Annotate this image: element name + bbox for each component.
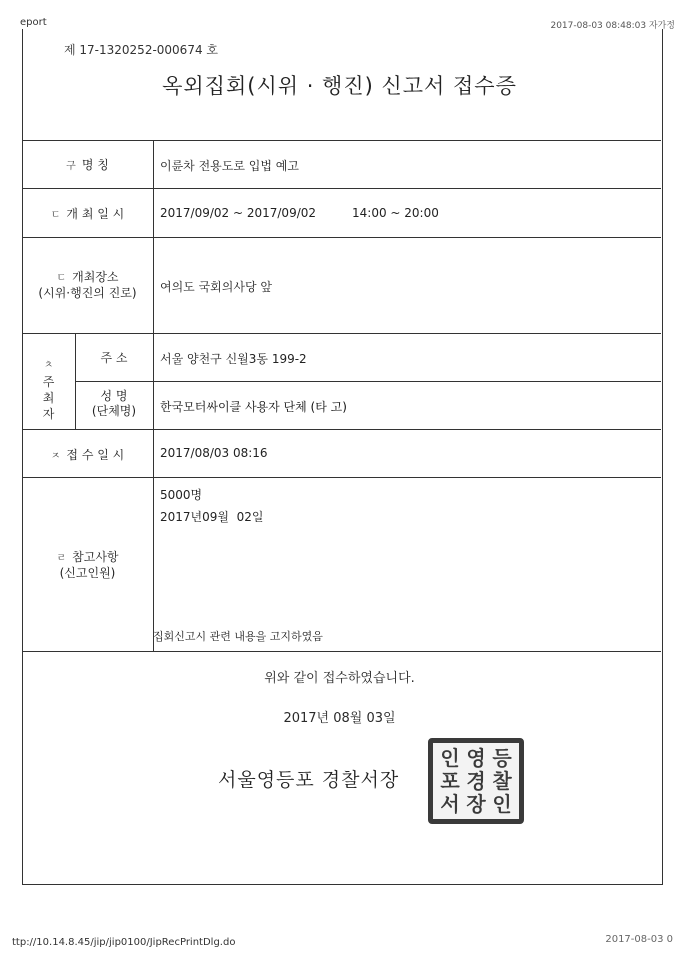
org-name-value: 한국모터싸이클 사용자 단체 (타 고) bbox=[160, 400, 347, 414]
report-header-fragment: eport bbox=[20, 17, 47, 28]
notice-text: 집회신고시 관련 내용을 고지하였음 bbox=[153, 630, 323, 643]
official-seal bbox=[428, 738, 524, 824]
receipt-label-cell bbox=[22, 446, 153, 463]
receipt-label: 접 수 일 시 bbox=[66, 448, 125, 462]
reference-label-cell bbox=[22, 550, 153, 581]
confirmation-text: 위와 같이 접수하였습니다. bbox=[264, 671, 415, 686]
time-range-value: 14:00 ~ 20:00 bbox=[352, 206, 439, 220]
row-marker: ㄷ bbox=[50, 210, 61, 221]
name-label: 명 칭 bbox=[81, 158, 109, 172]
name-label-cell bbox=[22, 156, 153, 173]
seal-char: 서 bbox=[440, 791, 460, 816]
seal-char: 영 bbox=[466, 746, 486, 771]
seal-char: 포 bbox=[440, 768, 460, 793]
row-marker: ㅊ bbox=[43, 360, 54, 371]
organizer-label-cell bbox=[22, 358, 75, 422]
document-title: 옥외집회(시위 · 행진) 신고서 접수증 bbox=[162, 74, 517, 98]
row-marker: 구 bbox=[66, 161, 76, 172]
page-stamp: 2017-08-03 0 bbox=[605, 934, 673, 945]
address-value: 서울 양천구 신월3동 199-2 bbox=[160, 352, 307, 366]
document-number: 제 17-1320252-000674 호 bbox=[64, 43, 218, 57]
print-timestamp: 2017-08-03 08:48:03 자가정 bbox=[550, 21, 675, 31]
seal-char: 등 bbox=[492, 746, 512, 771]
date-range-value: 2017/09/02 ~ 2017/09/02 bbox=[160, 206, 317, 220]
issue-date: 2017년 08월 03일 bbox=[283, 711, 396, 726]
headcount-value: 5000명 bbox=[160, 488, 203, 502]
row-marker: ㅈ bbox=[50, 451, 61, 462]
venue-label: 개최장소 bbox=[72, 270, 119, 284]
seal-char: 인 bbox=[440, 746, 460, 771]
seal-char: 장 bbox=[466, 791, 486, 816]
print-url: ttp://10.14.8.45/jip/jip0100/JipRecPrintDlg.do bbox=[12, 937, 236, 948]
issuing-authority: 서울영등포 경찰서장 bbox=[218, 769, 400, 791]
venue-sublabel: (시위·행진의 진로) bbox=[38, 286, 137, 300]
row-marker: ㄹ bbox=[56, 553, 67, 564]
event-name-value: 이륜차 전용도로 입법 예고 bbox=[160, 159, 299, 173]
organizer-group-label: 주최자 bbox=[42, 375, 55, 421]
venue-value: 여의도 국회의사당 앞 bbox=[160, 280, 272, 294]
address-label: 주 소 bbox=[100, 351, 128, 365]
org-name-label: 성 명 bbox=[100, 389, 128, 403]
seal-char: 경 bbox=[466, 768, 486, 793]
reference-label: 참고사항 bbox=[72, 550, 119, 564]
receipt-datetime-value: 2017/08/03 08:16 bbox=[160, 446, 268, 460]
reference-sublabel: (신고인원) bbox=[59, 566, 116, 580]
venue-label-cell bbox=[22, 270, 153, 301]
org-name-label-cell bbox=[75, 389, 153, 419]
seal-char: 인 bbox=[492, 791, 512, 816]
date-note-value: 2017년09월 02일 bbox=[160, 510, 264, 524]
row-marker: ㄷ bbox=[56, 273, 67, 284]
datetime-label: 개 최 일 시 bbox=[66, 207, 125, 221]
datetime-label-cell bbox=[22, 205, 153, 222]
seal-char: 찰 bbox=[492, 768, 512, 793]
org-name-sublabel: (단체명) bbox=[91, 404, 137, 418]
